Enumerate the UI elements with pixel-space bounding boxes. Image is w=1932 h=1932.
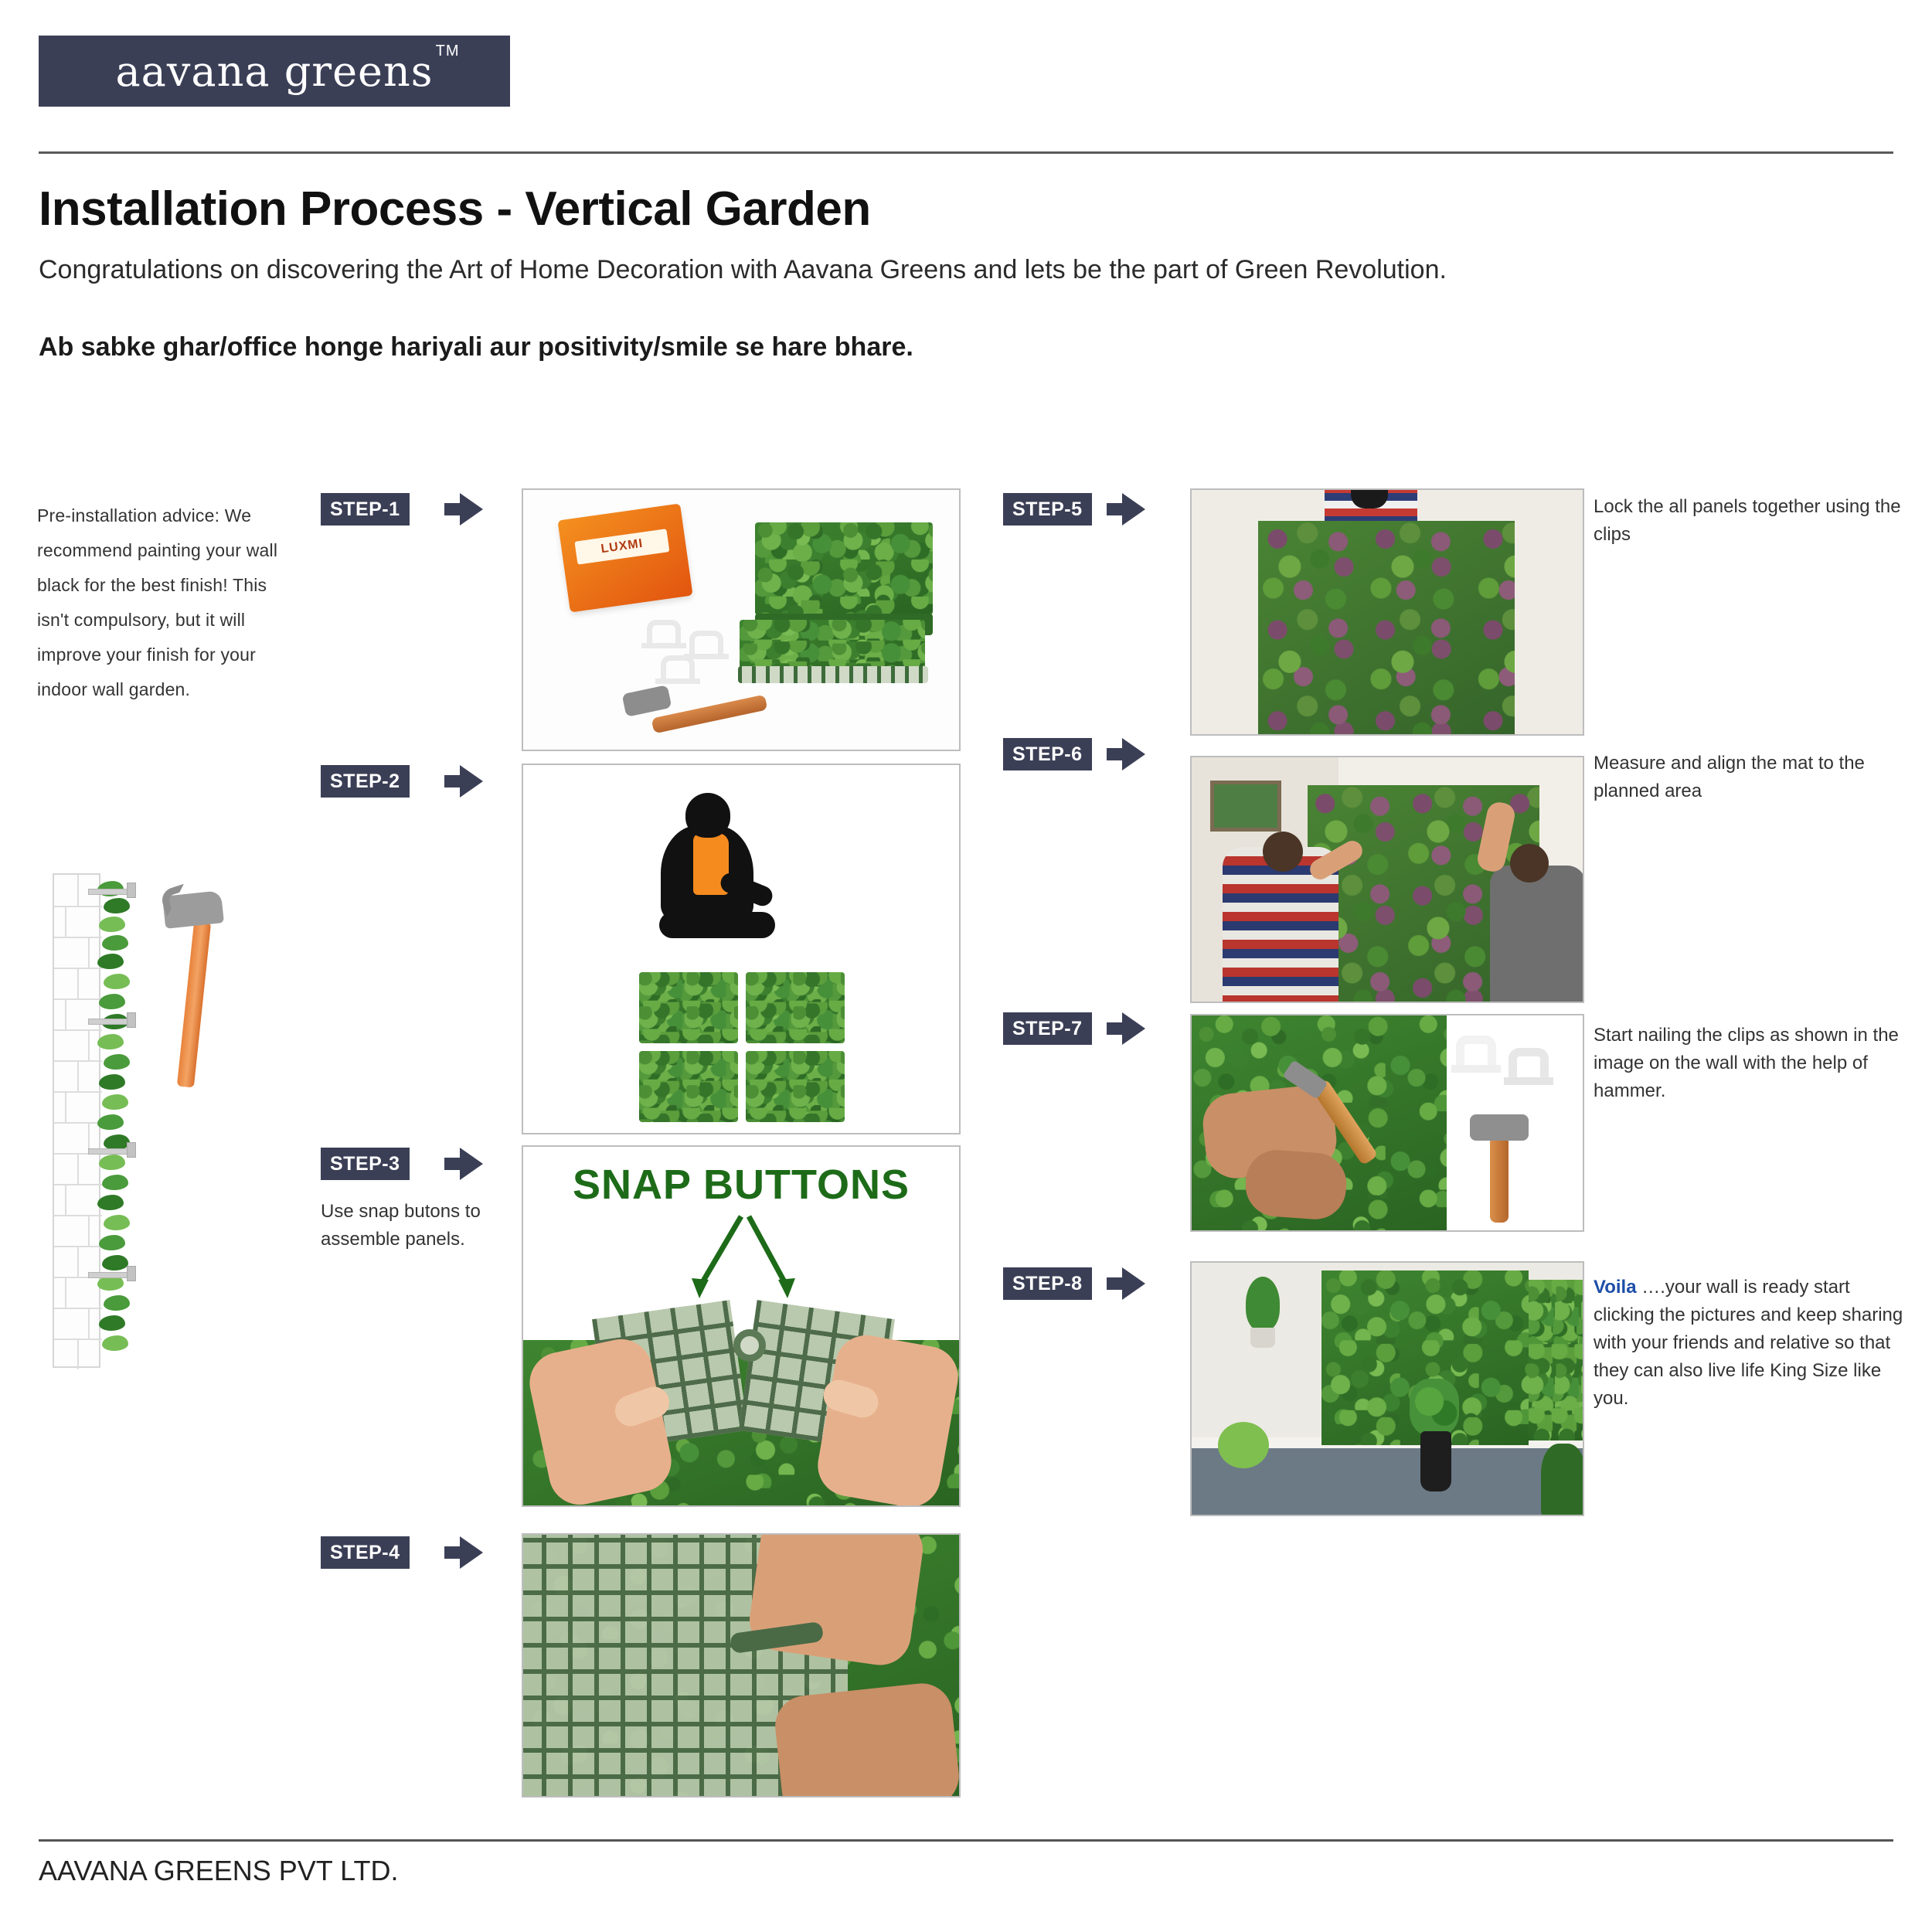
green-wall-panels: [1258, 521, 1515, 736]
step-6-arrow-icon: [1107, 738, 1147, 770]
step-6-photo: [1190, 756, 1584, 1003]
step-5-arrow-icon: [1107, 493, 1147, 526]
step-7-chip: STEP-7: [1003, 1012, 1092, 1045]
hand-bottom-graphic: [772, 1680, 961, 1798]
step-1-photo: [522, 488, 961, 751]
step-2-arrow-icon: [444, 765, 485, 798]
step-3-caption: Use snap butons to assemble panels.: [321, 1201, 481, 1250]
step-2-photo: [522, 764, 961, 1134]
step-8-caption: [1594, 1274, 1910, 1413]
brand-logo-label: aavana greens: [115, 46, 434, 96]
hammer-photo-graphic: [624, 683, 778, 737]
black-vase-graphic: [1420, 1431, 1451, 1492]
green-wall-side: [1529, 1280, 1584, 1440]
clip-graphic: [689, 631, 723, 654]
right-plant-graphic: [1541, 1444, 1584, 1516]
snap-buttons-overlay-title: SNAP BUTTONS: [572, 1162, 910, 1208]
step-5-chip: STEP-5: [1003, 493, 1092, 526]
step-3-arrow-icon: [444, 1148, 485, 1180]
brand-logo-text: [115, 42, 460, 96]
page-title: Installation Process - Vertical Garden: [39, 182, 871, 236]
step-4-arrow-icon: [444, 1536, 485, 1569]
hanging-plant-graphic: [1246, 1277, 1280, 1331]
package-label: LUXMI: [574, 529, 669, 564]
step-1-chip: STEP-1: [321, 493, 410, 526]
trademark-symbol: TM: [435, 42, 460, 60]
brick-wall-graphic: [53, 873, 100, 1368]
package-graphic: [557, 503, 692, 612]
framed-picture-graphic: [1210, 781, 1281, 832]
panel-tile-bottom-right: [746, 1051, 845, 1122]
clip-graphic: [647, 620, 681, 643]
wall-cross-section-illustration: [46, 873, 232, 1368]
header-divider: [39, 151, 1893, 154]
step-8-caption-lead: Voila: [1594, 1277, 1637, 1298]
page-tagline: Ab sabke ghar/office honge hariyali aur positivity/smile se hare bhare.: [39, 332, 913, 362]
step-4-photo: [522, 1533, 961, 1798]
step-8-arrow-icon: [1107, 1267, 1147, 1300]
step-5-photo: [1190, 488, 1584, 736]
snap-button-knob: [733, 1329, 766, 1362]
green-panel-edge-graphic: [97, 878, 131, 1357]
clip-graphic: [661, 655, 695, 679]
step-6-chip: STEP-6: [1003, 738, 1092, 770]
pre-installation-advice: Pre-installation advice: We recommend painting your wall black for the best finish! This isn't compulsory, but it will improve your finish for your indoor wall garden.: [37, 505, 278, 699]
hammer-inset-graphic: [1453, 1110, 1577, 1226]
nail-head-graphic: [127, 1266, 136, 1281]
panel-tile-top-left: [639, 972, 738, 1043]
clip-closeup-2: [1509, 1048, 1549, 1079]
step-4-chip: STEP-4: [321, 1536, 410, 1569]
step-2-chip: STEP-2: [321, 765, 410, 798]
hand-top-graphic: [746, 1533, 927, 1669]
potted-plant-graphic: [1410, 1379, 1459, 1436]
grass-mat-graphic: [755, 522, 933, 615]
step-7-photo: [1190, 1014, 1584, 1232]
snap-buttons-arrows-icon: [655, 1213, 832, 1314]
panel-tile-top-right: [746, 972, 845, 1043]
step-8-caption-body: ….your wall is ready start clicking the pictures and keep sharing with your friends and relative so that they can also live life King Size like you.: [1594, 1277, 1903, 1409]
step-7-caption: Start nailing the clips as shown in the image on the wall with the help of hammer.: [1594, 1025, 1899, 1101]
clip-closeup-1: [1456, 1036, 1496, 1066]
step-5-caption: Lock the all panels together using the clips: [1594, 496, 1901, 545]
step-3-chip: STEP-3: [321, 1148, 410, 1180]
nail-head-graphic: [127, 1142, 136, 1158]
grass-mat-grid-graphic: [738, 666, 928, 683]
nail-head-graphic: [127, 1012, 136, 1028]
step-6-caption: Measure and align the mat to the planned area: [1594, 753, 1865, 801]
nail-head-graphic: [127, 883, 136, 898]
panel-tile-bottom-left: [639, 1051, 738, 1122]
brand-logo: [39, 36, 510, 107]
person-silhouette-graphic: [639, 788, 786, 966]
step-8-photo: [1190, 1261, 1584, 1516]
step-1-arrow-icon: [444, 493, 485, 526]
grass-mat-graphic-2: [740, 620, 925, 669]
step-8-chip: STEP-8: [1003, 1267, 1092, 1300]
page-subtitle: Congratulations on discovering the Art of Home Decoration with Aavana Greens and lets be the part of Green Revolution.: [39, 255, 1447, 284]
step-3-photo: [522, 1145, 961, 1507]
corner-plant-graphic: [1218, 1422, 1269, 1468]
footer-divider: [39, 1839, 1893, 1842]
footer-company-name: AAVANA GREENS PVT LTD.: [39, 1855, 399, 1886]
man-grey-shirt: [1490, 866, 1584, 1003]
step-7-arrow-icon: [1107, 1012, 1147, 1045]
hammer-icon: [162, 881, 232, 1097]
